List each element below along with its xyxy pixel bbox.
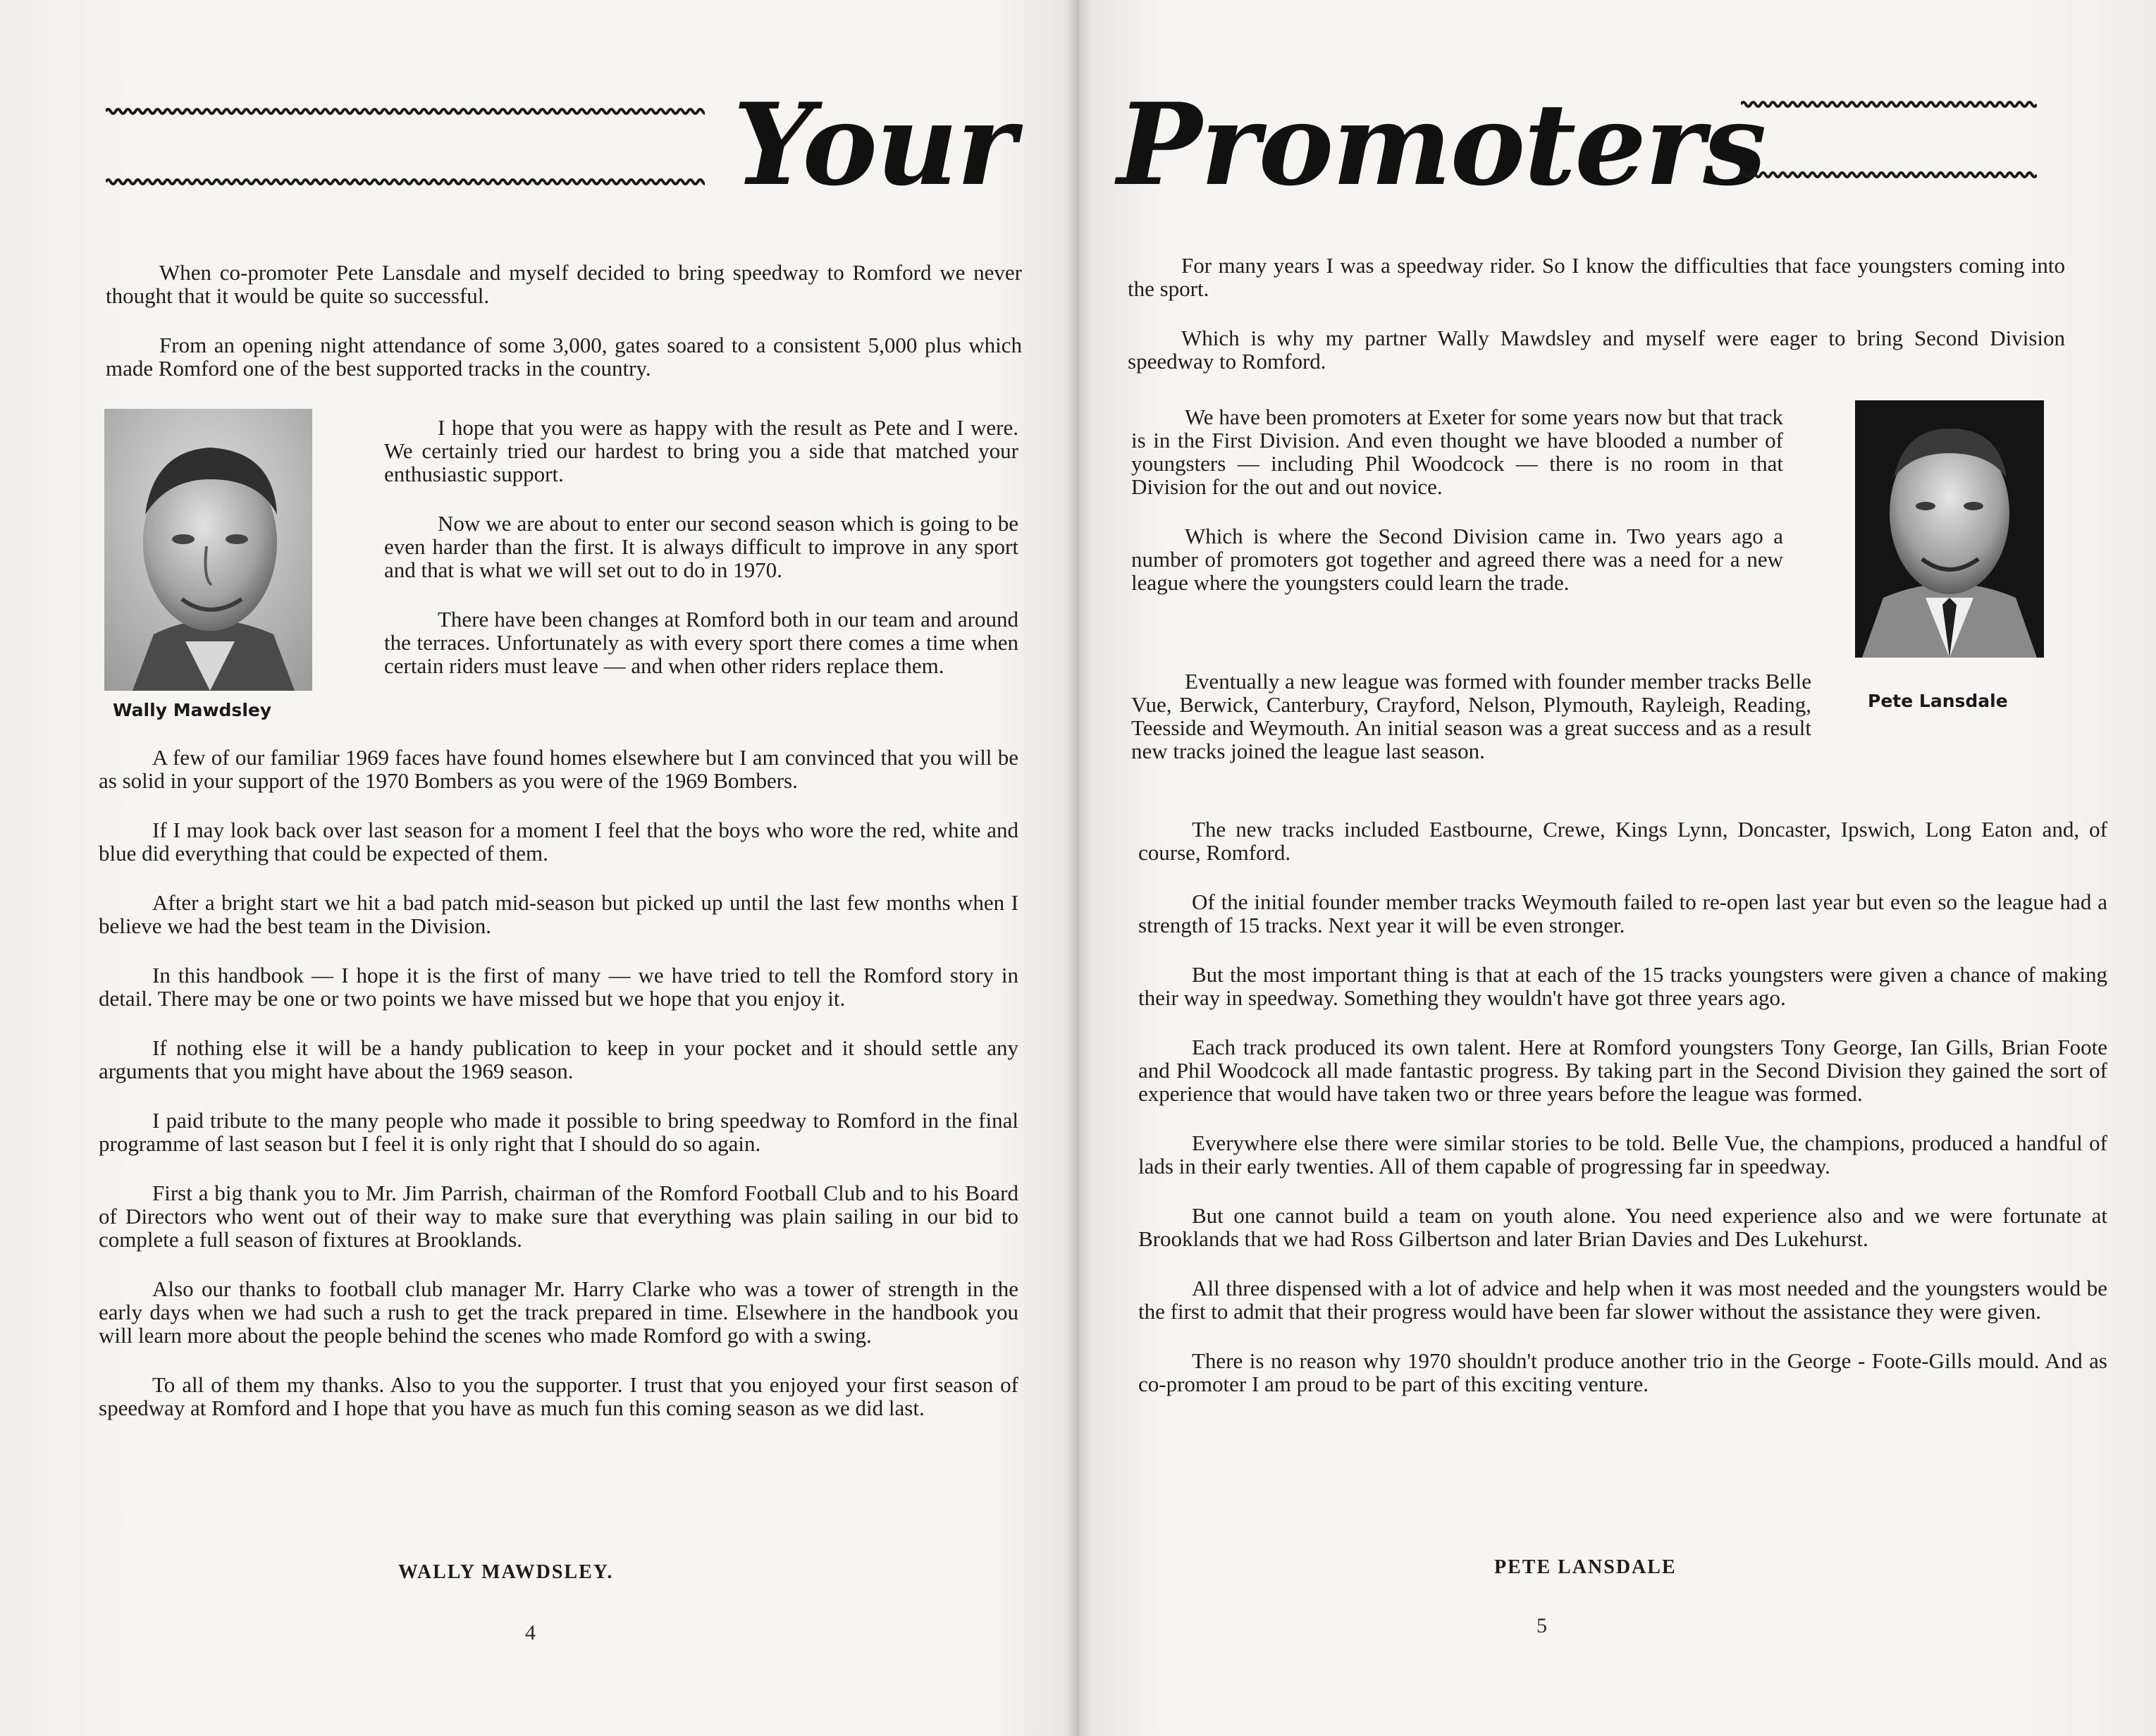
signature-pete-lansdale: PETE LANSDALE: [1494, 1556, 1677, 1578]
paragraph: Of the initial founder member tracks Weymouth failed to re-open last year but even so the league had a strength of 15 tracks. Next year it will be even stronger.: [1138, 889, 2107, 937]
decorative-rule-top-left: [106, 106, 705, 117]
photo-caption: Pete Lansdale: [1868, 691, 2008, 711]
side-text: [384, 416, 1018, 703]
paragraph: Which is where the Second Division came in. Two years ago a number of promoters got together and agreed there was a need for a new league where the youngsters could learn the trade.: [1131, 524, 1783, 595]
wrap-float: [1811, 670, 2107, 718]
signature-wally-mawdsley: WALLY MAWDSLEY.: [398, 1561, 614, 1583]
paragraph: A few of our familiar 1969 faces have found homes elsewhere but I am convinced that you will be as solid in your support of the 1970 Bombers as you were of the 1969 Bombers.: [99, 745, 1018, 793]
paragraph: When co-promoter Pete Lansdale and myself decided to bring speedway to Romford we never thought that it would be quite so successful.: [106, 260, 1022, 308]
paragraph: [1131, 670, 2107, 763]
decorative-rule-bottom-right: [1741, 169, 2037, 180]
paragraph: First a big thank you to Mr. Jim Parrish, chairman of the Romford Football Club and to his Board of Directors who went out of their way to make sure that everything was plain sailing in our bid to complete a full season of fixtures at Brooklands.: [99, 1181, 1018, 1252]
paragraph: There have been changes at Romford both in our team and around the terraces. Unfortunately as with every sport there comes a time when certain riders must leave — and when other riders replace them.: [384, 607, 1018, 678]
paragraph: Now we are about to enter our second season which is going to be even harder than the first. It is always difficult to improve in any sport and that is what we will set out to do in 1970.: [384, 511, 1018, 582]
paragraph: In this handbook — I hope it is the first of many — we have tried to tell the Romford story in detail. There may be one or two points we have missed but we hope that you enjoy it.: [99, 963, 1018, 1011]
paragraph: All three dispensed with a lot of advice and help when it was most needed and the youngsters would be the first to admit that their progress would have been far slower without the assistance they were given.: [1138, 1276, 2107, 1324]
paragraph: The new tracks included Eastbourne, Crewe, Kings Lynn, Doncaster, Ipswich, Long Eaton and, of course, Romford.: [1138, 817, 2107, 865]
paragraph: I hope that you were as happy with the result as Pete and I were. We certainly tried our hardest to bring you a side that matched your enthusiastic support.: [384, 415, 1018, 486]
paragraph: Also our thanks to football club manager Mr. Harry Clarke who was a tower of strength in the early days when we had such a rush to get the track prepared in time. Elsewhere in the handbook you will learn more about the people behind the scenes who made Romford go with a swing.: [99, 1276, 1018, 1348]
heading-your: Your: [733, 78, 1015, 211]
paragraph: For many years I was a speedway rider. So I know the difficulties that face youngsters coming into the sport.: [1128, 253, 2065, 301]
paragraph: Everywhere else there were similar stories to be told. Belle Vue, the champions, produced a handful of lads in their early twenties. All of them capable of progressing far in speedway.: [1138, 1131, 2107, 1178]
heading-promoters: Promoters: [1117, 78, 1766, 211]
paragraph: Each track produced its own talent. Here at Romford youngsters Tony George, Ian Gills, Brian Foote and Phil Woodcock all made fantastic progress. By taking part in the Second Division they gained the sort of experience that would have taken two or three years before the league was formed.: [1138, 1035, 2107, 1106]
paragraph: I paid tribute to the many people who made it possible to bring speedway to Romford in the final programme of last season but I feel it is only right that I should do so again.: [99, 1108, 1018, 1156]
side-text: [1131, 405, 1783, 620]
paragraph: We have been promoters at Exeter for some years now but that track is in the First Division. And even thought we have blooded a number of youngsters — including Phil Woodcock — there is no room in that Division for the out and out novice.: [1131, 405, 1783, 499]
paragraph: To all of them my thanks. Also to you the supporter. I trust that you enjoyed your first season of speedway at Romford and I hope that you have as much fun this coming season as we did last.: [99, 1372, 1018, 1420]
decorative-rule-bottom-left: [106, 176, 705, 187]
photo-pete-lansdale: [1855, 400, 2044, 658]
wrap-text: [1131, 670, 2107, 789]
paragraph: But the most important thing is that at each of the 15 tracks youngsters were given a chance of making their way in speedway. Something they wouldn't have got three years ago.: [1138, 962, 2107, 1010]
right-page: [1078, 0, 2150, 1736]
page-number: 4: [525, 1621, 536, 1644]
intro-text: [1128, 254, 2065, 399]
page-number: 5: [1536, 1614, 1547, 1637]
photo-caption: Wally Mawdsley: [113, 700, 272, 720]
paragraph: From an opening night attendance of some 3,000, gates soared to a consistent 5,000 plus which made Romford one of the best supported tracks in the country.: [106, 333, 1022, 381]
intro-text: [106, 261, 1022, 406]
left-page: [0, 0, 1071, 1736]
paragraph-text: Eventually a new league was formed with founder member tracks Belle Vue, Berwick, Canterbury, Crayford, Nelson, Plymouth, Rayleigh, Reading, Teesside and Weymouth. An initial season was a great success and as a result new tracks joined the league last season.: [1131, 669, 1811, 763]
paragraph: But one cannot build a team on youth alone. You need experience also and we were fortunate at Brooklands that we had Ross Gilbertson and later Brian Davies and Des Lukehurst.: [1138, 1203, 2107, 1251]
paragraph: After a bright start we hit a bad patch mid-season but picked up until the last few months when I believe we had the best team in the Division.: [99, 890, 1018, 938]
photo-wally-mawdsley: [104, 409, 312, 691]
main-text: [1138, 818, 2107, 1422]
paragraph: Which is why my partner Wally Mawdsley and myself were eager to bring Second Division speedway to Romford.: [1128, 326, 2065, 374]
paragraph: If nothing else it will be a handy publication to keep in your pocket and it should settle any arguments that you might have about the 1969 season.: [99, 1035, 1018, 1083]
decorative-rule-top-right: [1741, 99, 2037, 110]
paragraph: If I may look back over last season for a moment I feel that the boys who wore the red, white and blue did everything that could be expected of them.: [99, 818, 1018, 866]
main-text: [99, 746, 1018, 1446]
paragraph: There is no reason why 1970 shouldn't produce another trio in the George - Foote-Gills mould. And as co-promoter I am proud to be part of this exciting venture.: [1138, 1348, 2107, 1396]
